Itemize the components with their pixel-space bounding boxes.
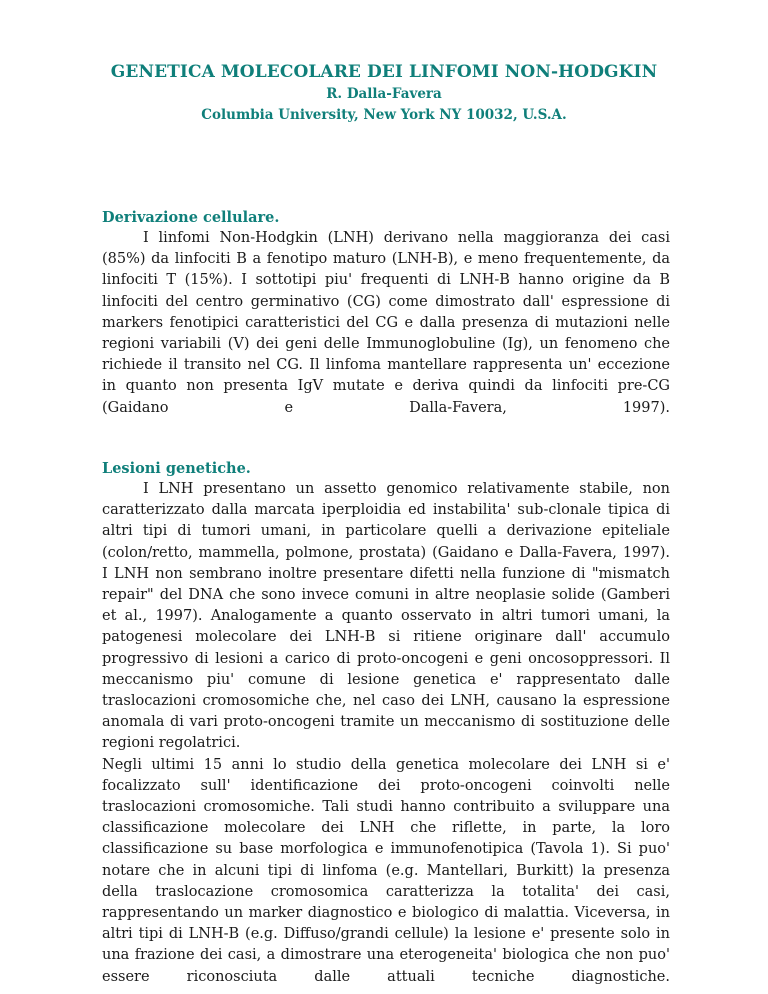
section-derivazione-cellulare — [102, 207, 670, 419]
section-paragraph: I linfomi Non-Hodgkin (LNH) derivano nella maggioranza dei casi (85%) da linfociti B a fenotipo maturo (LNH-B), e meno frequentemente, da linfociti T (15%). I sottotipi piu' frequenti di LNH-B hanno origine da B linfociti del centro germinativo (CG) come dimostrato dall' espressione di markers fenotipici caratteristici del CG e dalla presenza di mutazioni nelle regioni variabili (V) dei geni delle Immunoglobuline (Ig), un fenomeno che richiede il transito nel CG. Il linfoma mantellare rappresenta un' eccezione in quanto non presenta IgV mutate e deriva quindi da linfociti pre-CG (Gaidano e Dalla-Favera, 1997). — [102, 230, 670, 416]
author-name: R. Dalla-Favera — [326, 86, 442, 102]
section-paragraph: Negli ultimi 15 anni lo studio della genetica molecolare dei LNH si e' focalizzato sull' identificazione dei proto-oncogeni coinvolti nelle traslocazioni cromosomiche. Tali studi hanno contribuito a sviluppare una classificazione molecolare dei LNH che riflette, in parte, la loro classificazione su base morfologica e immunofenotipica (Tavola 1). Si puo' notare che in alcuni tipi di linfoma (e.g. Mantellari, Burkitt) la presenza della traslocazione cromosomica caratterizza la totalita' dei casi, rappresentando un marker diagnostico e biologico di malattia. Viceversa, in altri tipi di LNH-B (e.g. Diffuso/grandi cellule) la lesione e' presente solo in una frazione dei casi, a dimostrare una eterogeneita' biologica che non puo' essere riconosciuta dalle attuali tecniche diagnostiche. — [102, 756, 670, 985]
document-title: GENETICA MOLECOLARE DEI LINFOMI NON-HODGKIN — [110, 62, 658, 82]
author-affiliation: Columbia University, New York NY 10032, U.S.A. — [201, 107, 567, 123]
section-heading: Derivazione cellulare. — [102, 209, 280, 226]
section-paragraph: I LNH presentano un assetto genomico relativamente stabile, non caratterizzato dalla marcata iperploidia ed instabilita' sub-clonale tipica di altri tipi di tumori umani, in particolare quelli a derivazione epiteliale (colon/retto, mammella, polmone, prostata) (Gaidano e Dalla-Favera, 1997). I LNH non sembrano inoltre presentare difetti nella funzione di "mismatch repair" del DNA che sono invece comuni in altre neoplasie solide (Gamberi et al., 1997). Analogamente a quanto osservato in altri tumori umani, la patogenesi molecolare dei LNH-B si ritiene originare dall' accumulo progressivo di lesioni a carico di proto-oncogeni e geni oncosoppressori. Il meccanismo piu' comune di lesione genetica e' rappresentato dalle traslocazioni cromosomiche che, nel caso dei LNH, causano la espressione anomala di vari proto-oncogeni tramite un meccanismo di sostituzione delle regioni regolatrici. — [102, 481, 670, 752]
section-lesioni-genetiche — [102, 458, 670, 988]
section-heading: Lesioni genetiche. — [102, 460, 251, 477]
